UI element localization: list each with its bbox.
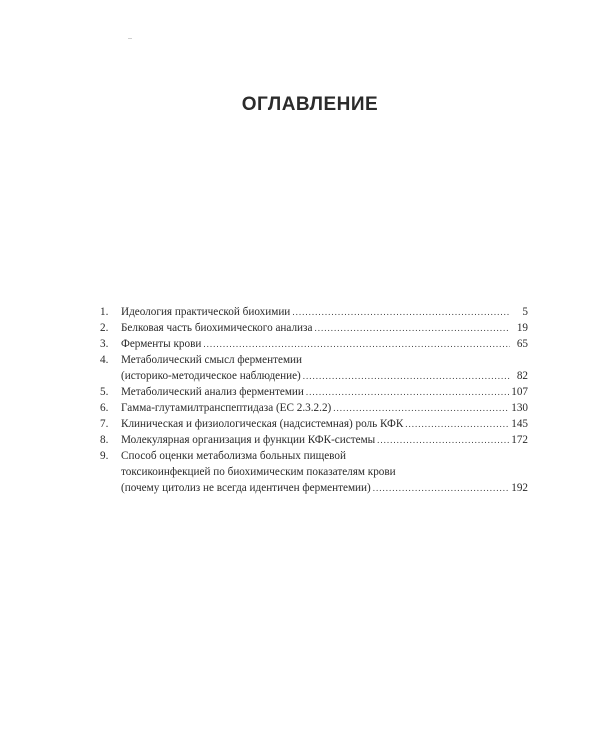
toc-entry-title: Молекулярная организация и функции КФК-системы [121, 434, 376, 446]
toc-entry[interactable] [100, 336, 528, 352]
toc-entry-number: 6. [100, 402, 109, 414]
toc-entry-title: Клиническая и физиологическая (надсистемная) роль КФК [121, 418, 404, 430]
toc-entry[interactable] [100, 304, 528, 320]
toc-entry-title-continued: (историко-методическое наблюдение) [121, 370, 301, 382]
toc-entry-number: 8. [100, 434, 109, 446]
toc-entry-page: 145 [511, 418, 528, 430]
toc-entry-title-continued: (почему цитолиз не всегда идентичен ферментемии) [121, 482, 371, 494]
dot-leader [314, 320, 510, 336]
toc-entry-page: 130 [511, 402, 528, 414]
toc-entry[interactable] [100, 400, 528, 416]
toc-entry-page: 107 [511, 386, 528, 398]
toc-entry-page: 82 [516, 370, 528, 382]
toc-entry-title: Способ оценки метаболизма больных пищевой [121, 450, 346, 462]
toc-entry-number: 1. [100, 306, 109, 318]
dot-leader [377, 432, 509, 448]
toc-entry[interactable] [100, 448, 528, 496]
scan-mark [128, 38, 132, 39]
dot-leader [306, 384, 509, 400]
toc-entry-number: 7. [100, 418, 109, 430]
toc-entry-page: 5 [522, 306, 528, 318]
toc-entry-title: Белковая часть биохимического анализа [121, 322, 313, 334]
toc-entry-number: 4. [100, 354, 109, 366]
toc-entry-number: 5. [100, 386, 109, 398]
table-of-contents [100, 304, 528, 496]
toc-entry-page: 192 [511, 482, 528, 494]
toc-entry-title: Ферменты крови [121, 338, 202, 350]
toc-entry-page: 172 [511, 434, 528, 446]
toc-entry-number: 9. [100, 450, 109, 462]
dot-leader [333, 400, 509, 416]
toc-entry[interactable] [100, 320, 528, 336]
dot-leader [292, 304, 510, 320]
toc-entry[interactable] [100, 432, 528, 448]
toc-entry[interactable] [100, 384, 528, 400]
toc-entry-title: Метаболический анализ ферментемии [121, 386, 304, 398]
toc-entry-page: 65 [516, 338, 528, 350]
dot-leader [373, 480, 509, 496]
toc-entry-title-continued: токсикоинфекцией по биохимическим показателям крови [121, 466, 396, 478]
toc-entry-number: 3. [100, 338, 109, 350]
dot-leader [303, 368, 510, 384]
toc-entry-page: 19 [516, 322, 528, 334]
toc-entry-title: Идеология практической биохимии [121, 306, 291, 318]
toc-entry[interactable] [100, 352, 528, 384]
dot-leader [405, 416, 509, 432]
toc-entry-number: 2. [100, 322, 109, 334]
toc-entry-title: Метаболический смысл ферментемии [121, 354, 302, 366]
page-title: ОГЛАВЛЕНИЕ [241, 94, 379, 115]
toc-entry[interactable] [100, 416, 528, 432]
dot-leader [203, 336, 510, 352]
toc-entry-title: Гамма-глутамилтранспептидаза (ЕС 2.3.2.2) [121, 402, 332, 414]
